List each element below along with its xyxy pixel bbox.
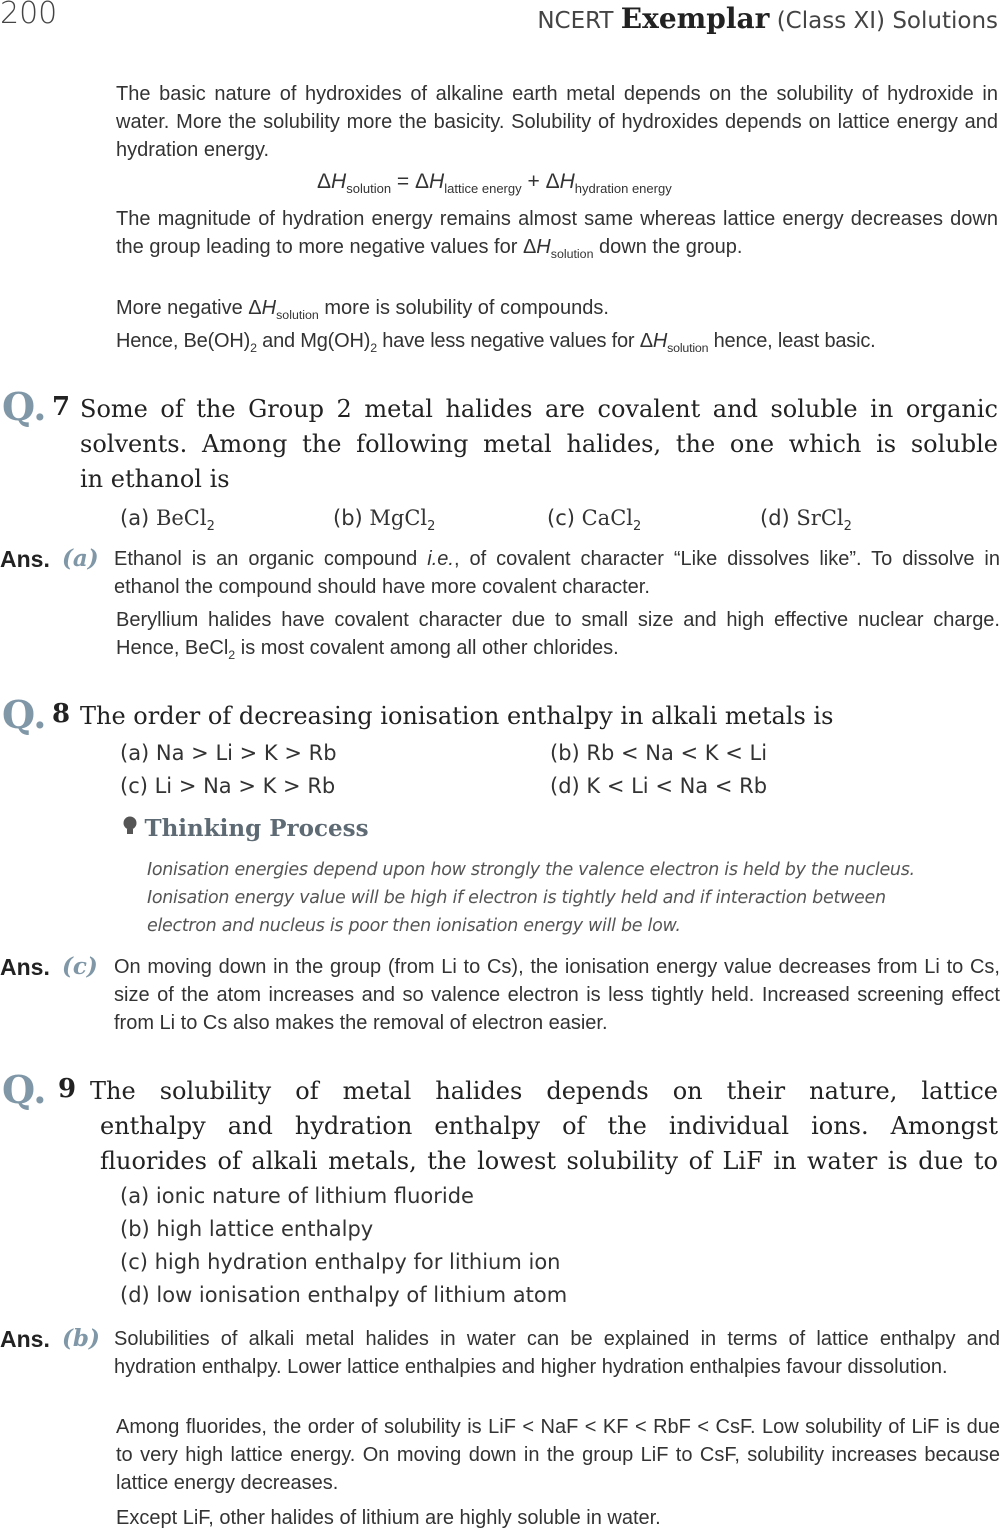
q8-option-a: (a) Na > Li > K > Rb bbox=[120, 741, 337, 765]
q8-marker: Q. bbox=[2, 692, 47, 737]
intro-para-3: More negative $\Delta H_{solution}$ more is solubility of compounds. bbox=[116, 297, 609, 322]
running-header bbox=[537, 2, 998, 35]
q9-option-c: (c) high hydration enthalpy for lithium ion bbox=[120, 1250, 561, 1274]
thinking-process-text: Ionisation energies depend upon how strongly the valence electron is held by the nucleus. Ionisation energy value will be high if electron is tightly held and if interaction between electron and nucleus is poor then ionisation energy will be low. bbox=[147, 860, 915, 936]
q7-option-a: (a) BeCl$_2$ bbox=[120, 506, 215, 535]
page-number: 200 bbox=[0, 0, 58, 31]
q7-option-d: (d) SrCl$_2$ bbox=[760, 506, 852, 535]
q9-ans-para-2: Among fluorides, the order of solubility is LiF < NaF < KF < RbF < CsF. Low solubility of LiF is due to very high lattice energy. On moving down in the group LiF to CsF, solubility increases because lattice energy decreases. bbox=[116, 1416, 1000, 1494]
q8-line-1: The order of decreasing ionisation enthalpy in alkali metals is bbox=[80, 702, 834, 730]
q9-number: 9 bbox=[58, 1074, 77, 1104]
equation: $\Delta H_{solution} = \Delta H_{lattice energy} + \Delta H_{hydration energy}$ bbox=[317, 170, 672, 197]
q9-ans-para-1: Solubilities of alkali metal halides in water can be explained in terms of lattice enthalpy and hydration enthalpy. Lower lattice enthalpies and higher hydration enthalpies favour dissolution. bbox=[114, 1328, 1000, 1378]
thinking-process-heading: Thinking Process bbox=[120, 814, 369, 842]
q9-option-b: (b) high lattice enthalpy bbox=[120, 1217, 374, 1241]
header-suffix: (Class XI) Solutions bbox=[769, 8, 998, 34]
q7-option-c: (c) CaCl$_2$ bbox=[547, 506, 642, 535]
q7-line-1: Some of the Group 2 metal halides are covalent and soluble in organic bbox=[80, 395, 998, 423]
q9-ans-option: (b) bbox=[62, 1325, 100, 1352]
q9-line-2: enthalpy and hydration enthalpy of the individual ions. Amongst bbox=[100, 1112, 998, 1140]
q8-option-b: (b) Rb < Na < K < Li bbox=[550, 741, 768, 765]
q7-ans-label: Ans. bbox=[0, 546, 50, 572]
q8-ans-label: Ans. bbox=[0, 954, 50, 980]
q7-ans-para-2: Beryllium halides have covalent character due to small size and high effective nuclear charge. Hence, BeCl$_2$ is most covalent among all other chlorides. bbox=[116, 609, 1000, 662]
q7-marker: Q. bbox=[2, 384, 47, 429]
q9-marker: Q. bbox=[2, 1067, 47, 1112]
q8-ans-option: (c) bbox=[62, 953, 98, 980]
intro-para-1: The basic nature of hydroxides of alkaline earth metal depends on the solubility of hydroxide in water. More the solubility more the basicity. Solubility of hydroxides depends on lattice energy and hydration energy. bbox=[116, 83, 998, 161]
intro-para-2: The magnitude of hydration energy remains almost same whereas lattice energy decreases down the group leading to more negative values for $\Delta H_{solution}$ down the group. bbox=[116, 208, 998, 261]
intro-para-4: Hence, $Be(OH)_2$ and $Mg(OH)_2$ have less negative values for $\Delta H_{solution}$ hence, least basic. bbox=[116, 330, 876, 355]
q8-ans-text: On moving down in the group (from Li to Cs), the ionisation energy value decreases from Li to Cs, size of the atom increases and so valence electron is less tightly held. Increased screening effect from Li to Cs also makes the removal of electron easier. bbox=[114, 956, 1000, 1034]
q7-ans-option: (a) bbox=[62, 545, 99, 572]
q7-line-2: solvents. Among the following metal halides, the one which is soluble bbox=[80, 430, 998, 458]
q8-option-d: (d) K < Li < Na < Rb bbox=[550, 774, 768, 798]
q8-option-c: (c) Li > Na > K > Rb bbox=[120, 774, 336, 798]
q8-number: 8 bbox=[52, 699, 71, 729]
q7-number: 7 bbox=[52, 392, 71, 422]
q9-line-1: The solubility of metal halides depends on their nature, lattice bbox=[90, 1077, 998, 1105]
q9-line-3: fluorides of alkali metals, the lowest solubility of LiF in water is due to bbox=[100, 1147, 998, 1175]
q9-ans-para-3: Except LiF, other halides of lithium are highly soluble in water. bbox=[116, 1507, 661, 1529]
q9-option-a: (a) ionic nature of lithium fluoride bbox=[120, 1184, 474, 1208]
q7-option-b: (b) MgCl$_2$ bbox=[333, 506, 436, 535]
q9-option-d: (d) low ionisation enthalpy of lithium atom bbox=[120, 1283, 568, 1307]
header-bold: Exemplar bbox=[620, 2, 770, 35]
lightbulb-icon bbox=[120, 814, 140, 838]
header-prefix: NCERT bbox=[537, 8, 621, 34]
q7-line-3: in ethanol is bbox=[80, 465, 230, 493]
q9-ans-label: Ans. bbox=[0, 1326, 50, 1352]
q7-ans-para-1: Ethanol is an organic compound i.e., of covalent character “Like dissolves like”. To dissolve in ethanol the compound should have more covalent character. bbox=[114, 548, 1000, 598]
